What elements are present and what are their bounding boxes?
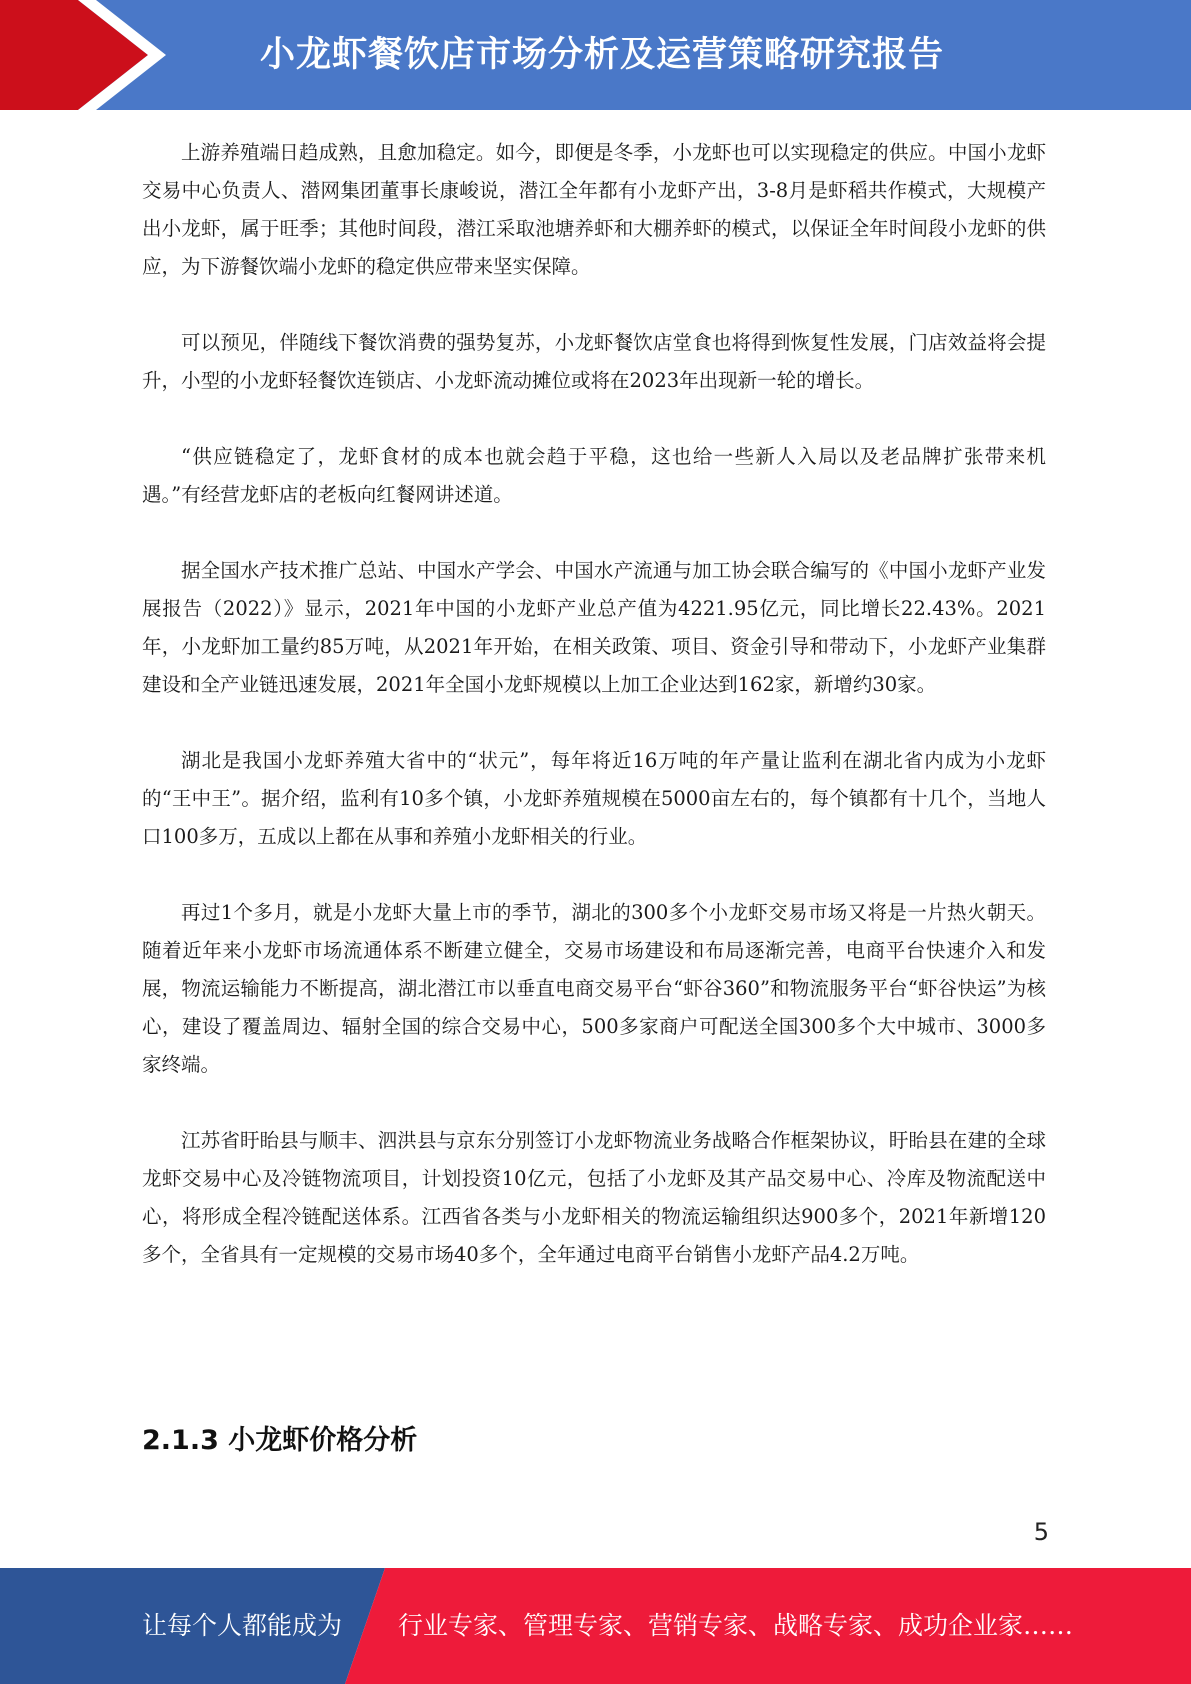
page-footer xyxy=(0,1568,1191,1684)
page-number: 5 xyxy=(1033,1518,1049,1546)
page-header xyxy=(0,0,1191,110)
footer-slogan-left: 让每个人都能成为 xyxy=(142,1611,343,1640)
document-title: 小龙虾餐饮店市场分析及运营策略研究报告 xyxy=(260,35,945,75)
footer-slogan-right: 行业专家、管理专家、营销专家、战略专家、成功企业家…… xyxy=(398,1611,1074,1640)
paragraph-supply: 上游养殖端日趋成熟，且愈加稳定。如今，即便是冬季，小龙虾也可以实现稳定的供应。中国小龙虾交易中心负责人、潜网集团董事长康峻说，潜江全年都有小龙虾产出，3-8月是虾稻共作模式，大规模产出小龙虾，属于旺季；其他时间段，潜江采取池塘养虾和大棚养虾的模式，以保证全年时间段小龙虾的供应，为下游餐饮端小龙虾的稳定供应带来坚实保障。 xyxy=(142,141,1046,278)
paragraph-quote: “供应链稳定了，龙虾食材的成本也就会趋于平稳，这也给一些新人入局以及老品牌扩张带来机遇。”有经营龙虾店的老板向红餐网讲述道。 xyxy=(142,445,1046,506)
paragraph-outlook: 可以预见，伴随线下餐饮消费的强势复苏，小龙虾餐饮店堂食也将得到恢复性发展，门店效益将会提升，小型的小龙虾轻餐饮连锁店、小龙虾流动摊位或将在2023年出现新一轮的增长。 xyxy=(142,331,1046,392)
section-heading: 2.1.3 小龙虾价格分析 xyxy=(142,1425,418,1456)
body-content xyxy=(142,134,1046,1312)
paragraph-industry-report: 据全国水产技术推广总站、中国水产学会、中国水产流通与加工协会联合编写的《中国小龙虾产业发展报告（2022）》显示，2021年中国的小龙虾产业总产值为4221.95亿元，同比增长22.43%。2021年，小龙虾加工量约85万吨，从2021年开始，在相关政策、项目、资金引导和带动下，小龙虾产业集群建设和全产业链迅速发展，2021年全国小龙虾规模以上加工企业达到162家，新增约30家。 xyxy=(142,559,1046,696)
paragraph-logistics: 江苏省盱眙县与顺丰、泗洪县与京东分别签订小龙虾物流业务战略合作框架协议，盱眙县在建的全球龙虾交易中心及冷链物流项目，计划投资10亿元，包括了小龙虾及其产品交易中心、冷库及物流配送中心，将形成全程冷链配送体系。江西省各类与小龙虾相关的物流运输组织达900多个，2021年新增120多个，全省具有一定规模的交易市场40多个，全年通过电商平台销售小龙虾产品4.2万吨。 xyxy=(142,1129,1046,1266)
paragraph-market: 再过1个多月，就是小龙虾大量上市的季节，湖北的300多个小龙虾交易市场又将是一片热火朝天。随着近年来小龙虾市场流通体系不断建立健全，交易市场建设和布局逐渐完善，电商平台快速介入和发展，物流运输能力不断提高，湖北潜江市以垂直电商交易平台“虾谷360”和物流服务平台“虾谷快运”为核心，建设了覆盖周边、辐射全国的综合交易中心，500多家商户可配送全国300多个大中城市、3000多家终端。 xyxy=(142,901,1046,1076)
paragraph-hubei: 湖北是我国小龙虾养殖大省中的“状元”，每年将近16万吨的年产量让监利在湖北省内成为小龙虾的“王中王”。据介绍，监利有10多个镇，小龙虾养殖规模在5000亩左右的，每个镇都有十几个，当地人口100多万，五成以上都在从事和养殖小龙虾相关的行业。 xyxy=(142,749,1046,848)
